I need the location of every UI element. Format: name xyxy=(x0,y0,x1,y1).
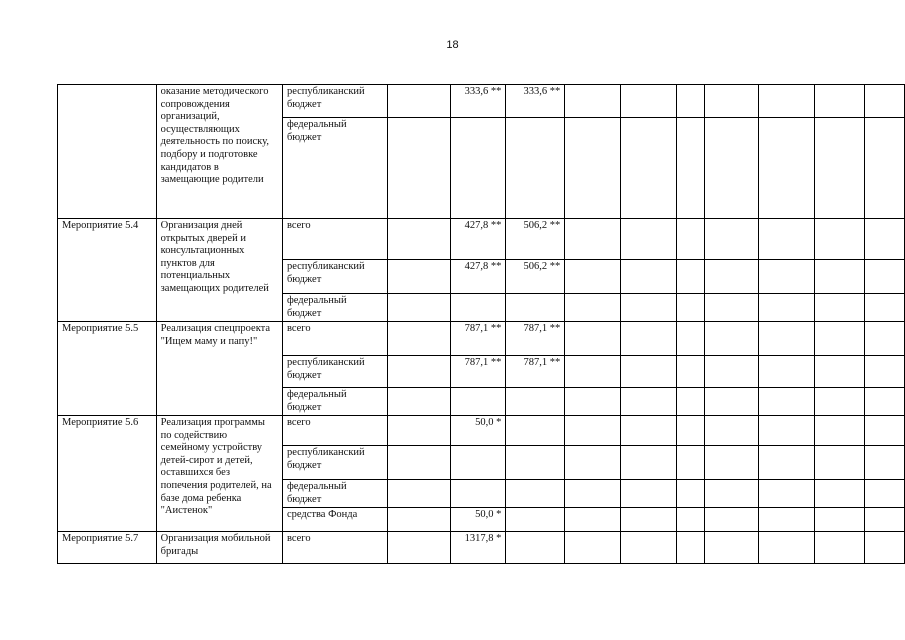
empty-cell xyxy=(705,85,759,118)
empty-cell xyxy=(676,356,704,388)
empty-cell xyxy=(388,416,451,446)
table-row xyxy=(58,219,905,260)
empty-cell xyxy=(565,219,620,260)
empty-cell xyxy=(759,260,814,294)
empty-cell xyxy=(565,294,620,322)
empty-cell xyxy=(865,446,905,480)
empty-cell xyxy=(565,508,620,532)
activity-name: Мероприятие 5.5 xyxy=(58,322,157,416)
empty-cell xyxy=(814,356,865,388)
empty-cell xyxy=(565,356,620,388)
empty-cell xyxy=(565,85,620,118)
empty-cell xyxy=(388,480,451,508)
empty-cell xyxy=(705,416,759,446)
value-cell: 50,0 * xyxy=(451,508,506,532)
empty-cell xyxy=(705,356,759,388)
empty-cell xyxy=(814,416,865,446)
value-cell: 787,1 ** xyxy=(451,356,506,388)
page-number: 18 xyxy=(446,39,459,51)
empty-cell xyxy=(620,416,676,446)
source-label: всего xyxy=(282,322,387,356)
empty-cell xyxy=(676,480,704,508)
empty-cell xyxy=(388,85,451,118)
empty-cell xyxy=(814,85,865,118)
table-row xyxy=(58,322,905,356)
empty-cell xyxy=(814,118,865,219)
empty-cell xyxy=(865,260,905,294)
empty-cell xyxy=(506,118,565,219)
empty-cell xyxy=(865,532,905,564)
empty-cell xyxy=(388,446,451,480)
empty-cell xyxy=(676,322,704,356)
empty-cell xyxy=(506,480,565,508)
source-label: республиканский бюджет xyxy=(282,260,387,294)
table-row xyxy=(58,416,905,446)
source-label: федеральный бюджет xyxy=(282,388,387,416)
activity-name: Мероприятие 5.4 xyxy=(58,219,157,322)
empty-cell xyxy=(620,356,676,388)
source-label: всего xyxy=(282,416,387,446)
activity-description: Организация мобильной бригады xyxy=(156,532,282,564)
activity-name: Мероприятие 5.6 xyxy=(58,416,157,532)
empty-cell xyxy=(620,446,676,480)
activity-description: оказание методического сопровождения организаций, осуществляющих деятельность по поиску, подбору и подготовке кандидатов в замещающие родители xyxy=(156,85,282,219)
empty-cell xyxy=(759,322,814,356)
empty-cell xyxy=(388,294,451,322)
empty-cell xyxy=(676,532,704,564)
empty-cell xyxy=(676,446,704,480)
activity-description: Реализация спецпроекта "Ищем маму и папу!" xyxy=(156,322,282,416)
value-cell: 1317,8 * xyxy=(451,532,506,564)
empty-cell xyxy=(506,508,565,532)
empty-cell xyxy=(705,322,759,356)
empty-cell xyxy=(620,322,676,356)
empty-cell xyxy=(388,260,451,294)
empty-cell xyxy=(759,508,814,532)
empty-cell xyxy=(814,532,865,564)
empty-cell xyxy=(620,219,676,260)
empty-cell xyxy=(759,294,814,322)
empty-cell xyxy=(705,219,759,260)
empty-cell xyxy=(705,446,759,480)
source-label: всего xyxy=(282,219,387,260)
empty-cell xyxy=(814,260,865,294)
empty-cell xyxy=(565,260,620,294)
empty-cell xyxy=(676,118,704,219)
empty-cell xyxy=(620,85,676,118)
empty-cell xyxy=(620,388,676,416)
empty-cell xyxy=(865,219,905,260)
empty-cell xyxy=(865,356,905,388)
empty-cell xyxy=(759,219,814,260)
empty-cell xyxy=(865,480,905,508)
empty-cell xyxy=(506,416,565,446)
source-label: федеральный бюджет xyxy=(282,118,387,219)
activity-name-cell xyxy=(58,85,157,219)
empty-cell xyxy=(388,322,451,356)
empty-cell xyxy=(865,118,905,219)
value-cell: 787,1 ** xyxy=(506,356,565,388)
empty-cell xyxy=(705,480,759,508)
empty-cell xyxy=(565,322,620,356)
empty-cell xyxy=(565,532,620,564)
table-row xyxy=(58,85,905,118)
empty-cell xyxy=(865,508,905,532)
empty-cell xyxy=(565,446,620,480)
empty-cell xyxy=(676,219,704,260)
empty-cell xyxy=(388,532,451,564)
empty-cell xyxy=(759,388,814,416)
empty-cell xyxy=(506,388,565,416)
empty-cell xyxy=(705,508,759,532)
empty-cell xyxy=(759,85,814,118)
empty-cell xyxy=(676,416,704,446)
empty-cell xyxy=(388,388,451,416)
empty-cell xyxy=(759,532,814,564)
value-cell: 506,2 ** xyxy=(506,260,565,294)
empty-cell xyxy=(565,388,620,416)
value-cell: 333,6 ** xyxy=(506,85,565,118)
empty-cell xyxy=(451,446,506,480)
empty-cell xyxy=(676,85,704,118)
empty-cell xyxy=(814,219,865,260)
empty-cell xyxy=(865,416,905,446)
empty-cell xyxy=(620,508,676,532)
empty-cell xyxy=(620,480,676,508)
value-cell: 427,8 ** xyxy=(451,219,506,260)
empty-cell xyxy=(759,446,814,480)
empty-cell xyxy=(865,388,905,416)
empty-cell xyxy=(620,532,676,564)
value-cell: 427,8 ** xyxy=(451,260,506,294)
empty-cell xyxy=(814,388,865,416)
source-label: республиканский бюджет xyxy=(282,446,387,480)
empty-cell xyxy=(865,322,905,356)
empty-cell xyxy=(865,85,905,118)
value-cell: 506,2 ** xyxy=(506,219,565,260)
empty-cell xyxy=(676,388,704,416)
empty-cell xyxy=(565,480,620,508)
empty-cell xyxy=(451,118,506,219)
empty-cell xyxy=(676,260,704,294)
empty-cell xyxy=(865,294,905,322)
empty-cell xyxy=(388,356,451,388)
activity-description: Организация дней открытых дверей и консультационных пунктов для потенциальных замещающих родителей xyxy=(156,219,282,322)
source-label: федеральный бюджет xyxy=(282,480,387,508)
value-cell: 787,1 ** xyxy=(506,322,565,356)
table-row xyxy=(58,532,905,564)
empty-cell xyxy=(388,219,451,260)
empty-cell xyxy=(506,294,565,322)
empty-cell xyxy=(676,508,704,532)
value-cell: 333,6 ** xyxy=(451,85,506,118)
activity-name: Мероприятие 5.7 xyxy=(58,532,157,564)
empty-cell xyxy=(705,388,759,416)
source-label: всего xyxy=(282,532,387,564)
empty-cell xyxy=(814,446,865,480)
empty-cell xyxy=(451,294,506,322)
empty-cell xyxy=(388,508,451,532)
empty-cell xyxy=(759,416,814,446)
empty-cell xyxy=(705,532,759,564)
source-label: республиканский бюджет xyxy=(282,356,387,388)
empty-cell xyxy=(759,480,814,508)
empty-cell xyxy=(620,294,676,322)
empty-cell xyxy=(759,356,814,388)
empty-cell xyxy=(705,294,759,322)
empty-cell xyxy=(620,118,676,219)
empty-cell xyxy=(451,388,506,416)
empty-cell xyxy=(814,480,865,508)
activity-description: Реализация программы по содействию семейному устройству детей-сирот и детей, оставшихся без попечения родителей, на базе дома ребенка "Аистенок" xyxy=(156,416,282,532)
empty-cell xyxy=(676,294,704,322)
empty-cell xyxy=(451,480,506,508)
empty-cell xyxy=(565,416,620,446)
empty-cell xyxy=(388,118,451,219)
empty-cell xyxy=(814,294,865,322)
budget-table xyxy=(57,84,905,564)
empty-cell xyxy=(814,322,865,356)
source-label: средства Фонда xyxy=(282,508,387,532)
empty-cell xyxy=(705,118,759,219)
empty-cell xyxy=(565,118,620,219)
empty-cell xyxy=(814,508,865,532)
empty-cell xyxy=(506,446,565,480)
source-label: федеральный бюджет xyxy=(282,294,387,322)
empty-cell xyxy=(759,118,814,219)
source-label: республиканский бюджет xyxy=(282,85,387,118)
value-cell: 50,0 * xyxy=(451,416,506,446)
empty-cell xyxy=(620,260,676,294)
empty-cell xyxy=(705,260,759,294)
value-cell: 787,1 ** xyxy=(451,322,506,356)
empty-cell xyxy=(506,532,565,564)
